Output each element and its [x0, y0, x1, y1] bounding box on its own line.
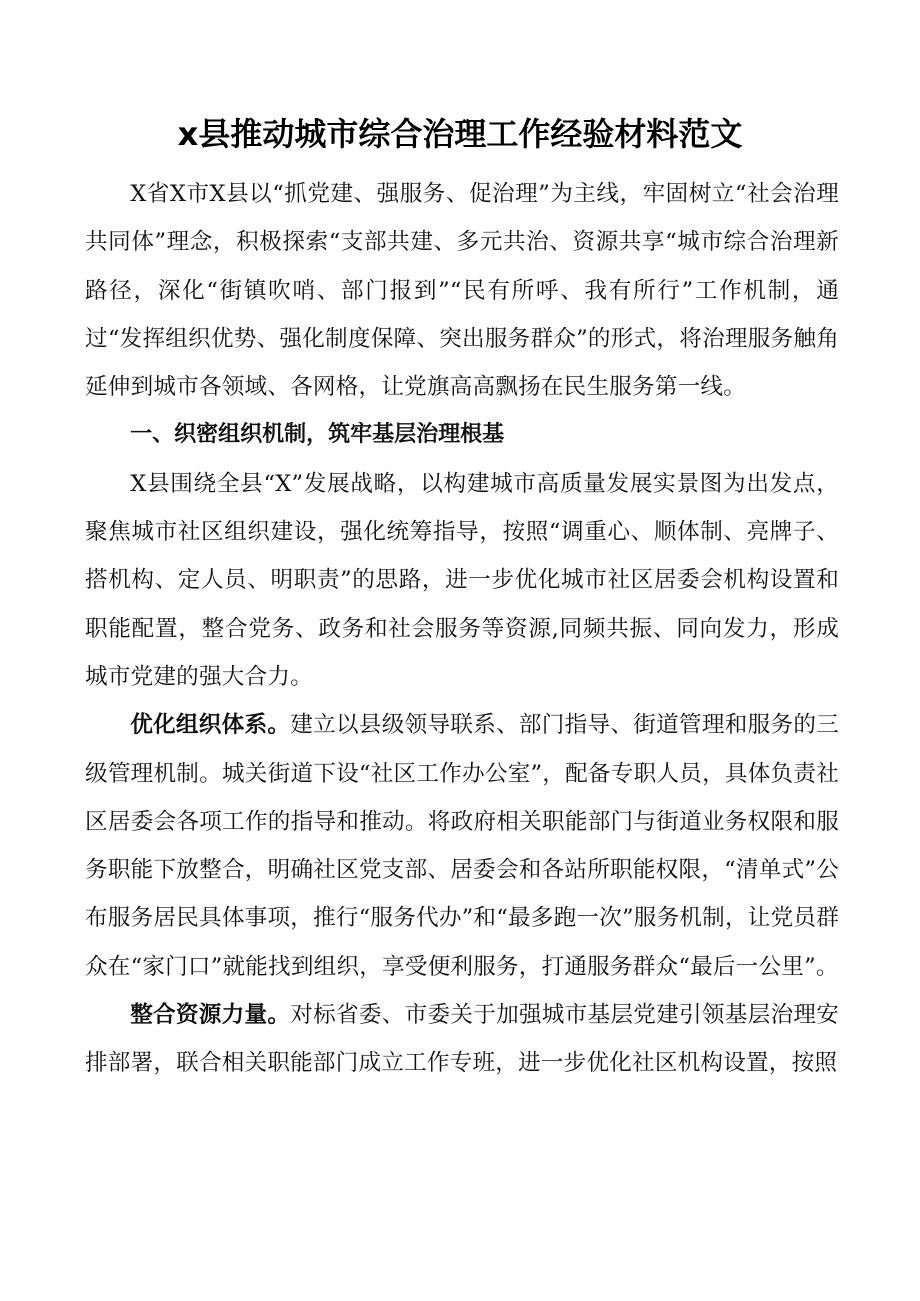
paragraph-text: 对标省委、市委关于加强城市基层党建引领基层治理安排部署，联合相关职能部门成立工作专班，进一步优化社区机构设置，按照 [85, 1002, 839, 1077]
paragraph-text: 建立以县级领导联系、部门指导、街道管理和服务的三级管理机制。城关街道下设“社区工作办公室”，配备专职人员，具体负责社区居委会各项工作的指导和推动。将政府相关职能部门与街道业务权限和服务职能下放整合，明确社区党支部、居委会和各站所职能权限，“清单式”公布服务居民具体事项，推行“服务代办”和“最多跑一次”服务机制，让党员群众在“家门口”就能找到组织，享受便利服务，打通服务群众“最后一公里”。 [85, 712, 839, 980]
section-heading: 一、织密组织机制，筑牢基层治理根基 [130, 422, 505, 448]
paragraph-integrate-resources [85, 991, 839, 1088]
section-paragraph: X县围绕全县“X”发展战略，以构建城市高质量发展实景图为出发点，聚焦城市社区组织建设，强化统筹指导，按照“调重心、顺体制、亮牌子、搭机构、定人员、明职责”的思路，进一步优化城市社区居委会机构设置和职能配置，整合党务、政务和社会服务等资源,同频共振、同向发力，形成城市党建的强大合力。 [85, 470, 839, 690]
paragraph-lead: 优化组织体系。 [130, 712, 291, 739]
document-title: x县推动城市综合治理工作经验材料范文 [177, 115, 743, 153]
document-body [85, 170, 839, 1088]
paragraph-optimize-organization [85, 701, 839, 991]
paragraph-lead: 整合资源力量。 [130, 1002, 291, 1029]
intro-paragraph: X省X市X县以“抓党建、强服务、促治理”为主线，牢固树立“社会治理共同体”理念，积极探索“支部共建、多元共治、资源共享“城市综合治理新路径，深化“街镇吹哨、部门报到”“民有所呼、我有所行”工作机制，通过“发挥组织优势、强化制度保障、突出服务群众”的形式，将治理服务触角延伸到城市各领域、各网格，让党旗高高飘扬在民生服务第一线。 [85, 181, 839, 401]
